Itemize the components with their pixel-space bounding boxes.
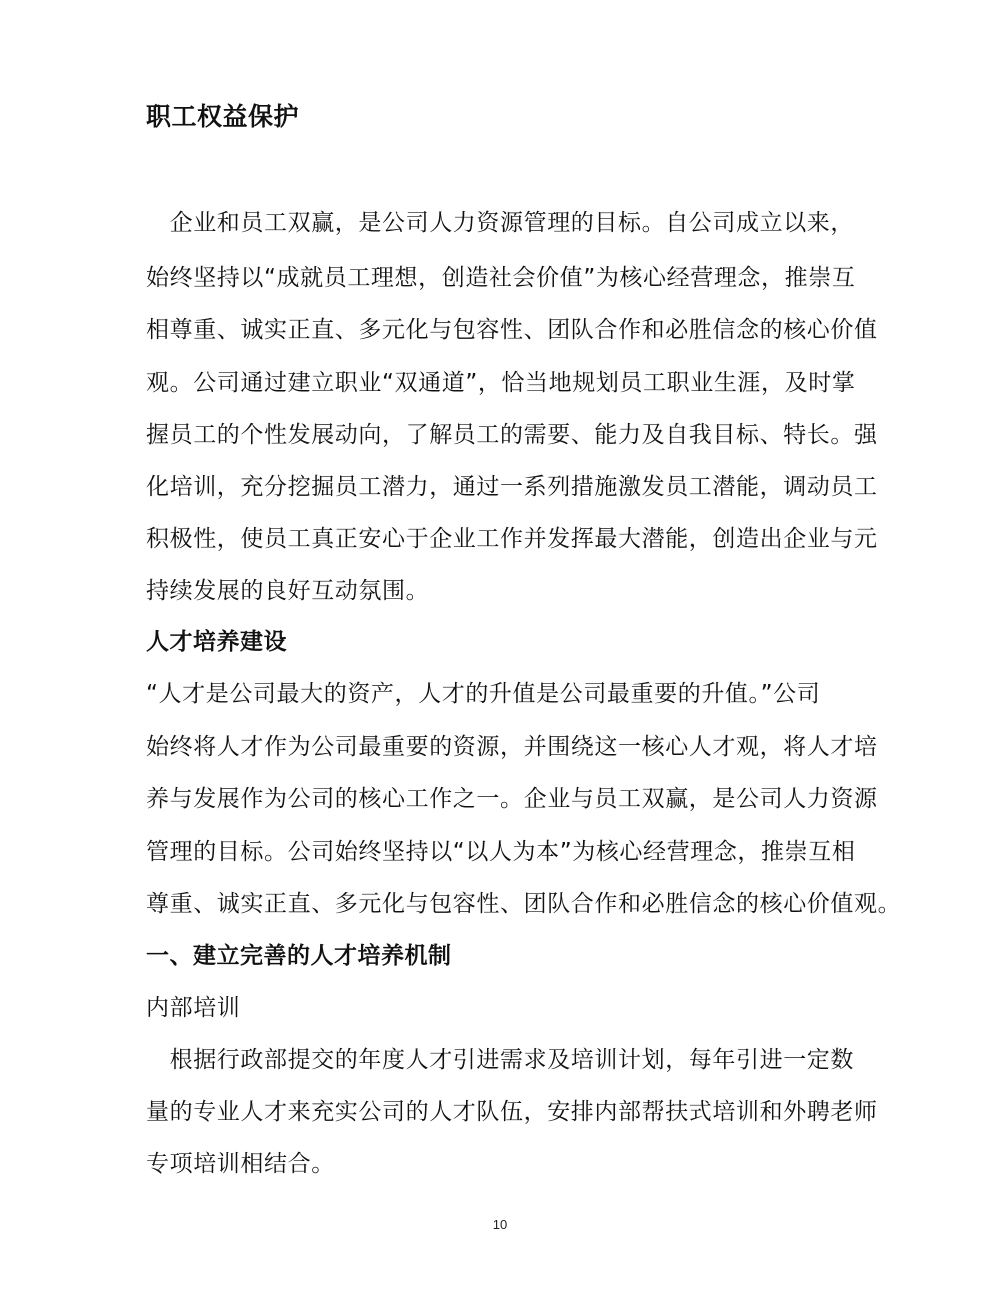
- subsection-title-internal-training: 内部培训: [146, 995, 241, 1021]
- paragraph-line: “人才是公司最大的资产，人才的升值是公司最重要的升值。”公司: [146, 681, 821, 707]
- page-number: 10: [492, 1217, 508, 1232]
- paragraph-line: 管理的目标。公司始终坚持以“以人为本”为核心经营理念，推崇互相: [146, 839, 856, 865]
- section-title-training-mechanism: 一、建立完善的人才培养机制: [146, 943, 452, 969]
- paragraph-line: 持续发展的良好互动氛围。: [146, 578, 430, 604]
- section-title-talent-development: 人才培养建设: [146, 629, 287, 655]
- paragraph-line: 化培训，充分挖掘员工潜力，通过一系列措施激发员工潜能，调动员工: [146, 474, 878, 500]
- section-title-employee-rights: 职工权益保护: [146, 102, 300, 131]
- paragraph-line: 积极性，使员工真正安心于企业工作并发挥最大潜能，创造出企业与元: [146, 526, 878, 552]
- paragraph-line: 专项培训相结合。: [146, 1151, 335, 1177]
- paragraph-line: 观。公司通过建立职业“双通道”，恰当地规划员工职业生涯，及时掌: [146, 370, 856, 396]
- paragraph-line: 尊重、诚实正直、多元化与包容性、团队合作和必胜信念的核心价值观。: [146, 891, 902, 917]
- paragraph-line: 养与发展作为公司的核心工作之一。企业与员工双赢，是公司人力资源: [146, 786, 878, 812]
- paragraph-line: 量的专业人才来充实公司的人才队伍，安排内部帮扶式培训和外聘老师: [146, 1099, 878, 1125]
- paragraph-line: 企业和员工双赢，是公司人力资源管理的目标。自公司成立以来，: [146, 210, 854, 236]
- paragraph-line: 相尊重、诚实正直、多元化与包容性、团队合作和必胜信念的核心价值: [146, 317, 878, 343]
- paragraph-line: 始终坚持以“成就员工理想，创造社会价值”为核心经营理念，推崇互: [146, 265, 856, 291]
- paragraph-line: 根据行政部提交的年度人才引进需求及培训计划，每年引进一定数: [146, 1047, 854, 1073]
- paragraph-line: 握员工的个性发展动向，了解员工的需要、能力及自我目标、特长。强: [146, 422, 878, 448]
- paragraph-line: 始终将人才作为公司最重要的资源，并围绕这一核心人才观，将人才培: [146, 734, 878, 760]
